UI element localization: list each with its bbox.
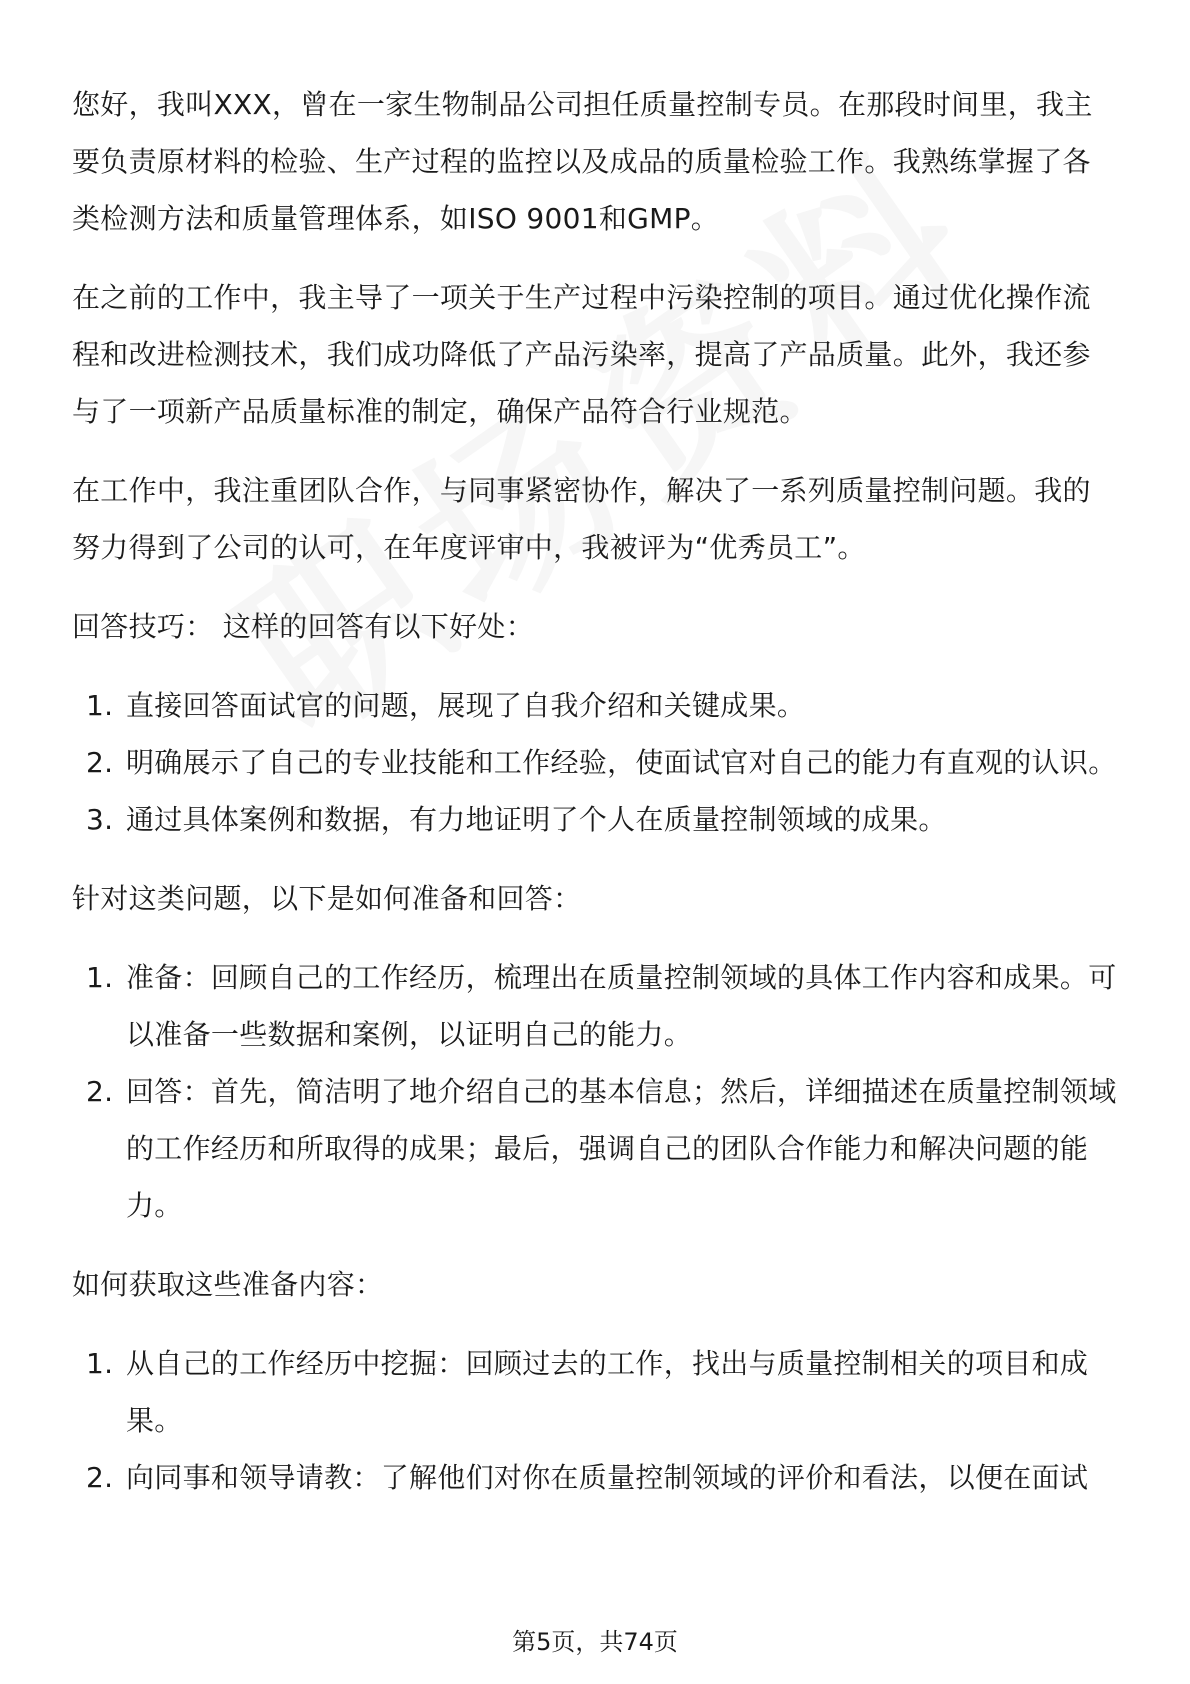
list-item: 2. 明确展示了自己的专业技能和工作经验，使面试官对自己的能力有直观的认识。: [86, 746, 1117, 779]
list-item: 2. 回答：首先，简洁明了地介绍自己的基本信息；然后，详细描述在质量控制领域的工作经历和所取得的成果；最后，强调自己的团队合作能力和解决问题的能力。: [86, 1075, 1117, 1222]
document-body: [72, 76, 1118, 1528]
project-paragraph: 在之前的工作中，我主导了一项关于生产过程中污染控制的项目。通过优化操作流程和改进检测技术，我们成功降低了产品污染率，提高了产品质量。此外，我还参与了一项新产品质量标准的制定，确保产品符合行业规范。: [72, 281, 1091, 428]
obtain-heading: 如何获取这些准备内容：: [72, 1268, 384, 1301]
list-item: 1. 准备：回顾自己的工作经历，梳理出在质量控制领域的具体工作内容和成果。可以准备一些数据和案例，以证明自己的能力。: [86, 961, 1117, 1051]
list-item: 2. 向同事和领导请教：了解他们对你在质量控制领域的评价和看法，以便在面试: [86, 1461, 1089, 1494]
prepare-heading: 针对这类问题，以下是如何准备和回答：: [72, 882, 582, 915]
tips-heading: 回答技巧： 这样的回答有以下好处：: [72, 610, 535, 643]
page-footer: 第5页，共74页: [512, 1628, 678, 1656]
obtain-list: [72, 1335, 1118, 1506]
tips-list: [72, 677, 1118, 848]
prepare-list: [72, 949, 1118, 1234]
intro-paragraph: 您好，我叫XXX，曾在一家生物制品公司担任质量控制专员。在那段时间里，我主要负责原材料的检验、生产过程的监控以及成品的质量检验工作。我熟练掌握了各类检测方法和质量管理体系，如ISO 9001和GMP。: [72, 88, 1093, 235]
list-item: 1. 直接回答面试官的问题，展现了自我介绍和关键成果。: [86, 689, 806, 722]
list-item: 3. 通过具体案例和数据，有力地证明了个人在质量控制领域的成果。: [86, 803, 947, 836]
list-item: 1. 从自己的工作经历中挖掘：回顾过去的工作，找出与质量控制相关的项目和成果。: [86, 1347, 1089, 1437]
teamwork-paragraph: 在工作中，我注重团队合作，与同事紧密协作，解决了一系列质量控制问题。我的努力得到了公司的认可，在年度评审中，我被评为“优秀员工”。: [72, 474, 1091, 564]
